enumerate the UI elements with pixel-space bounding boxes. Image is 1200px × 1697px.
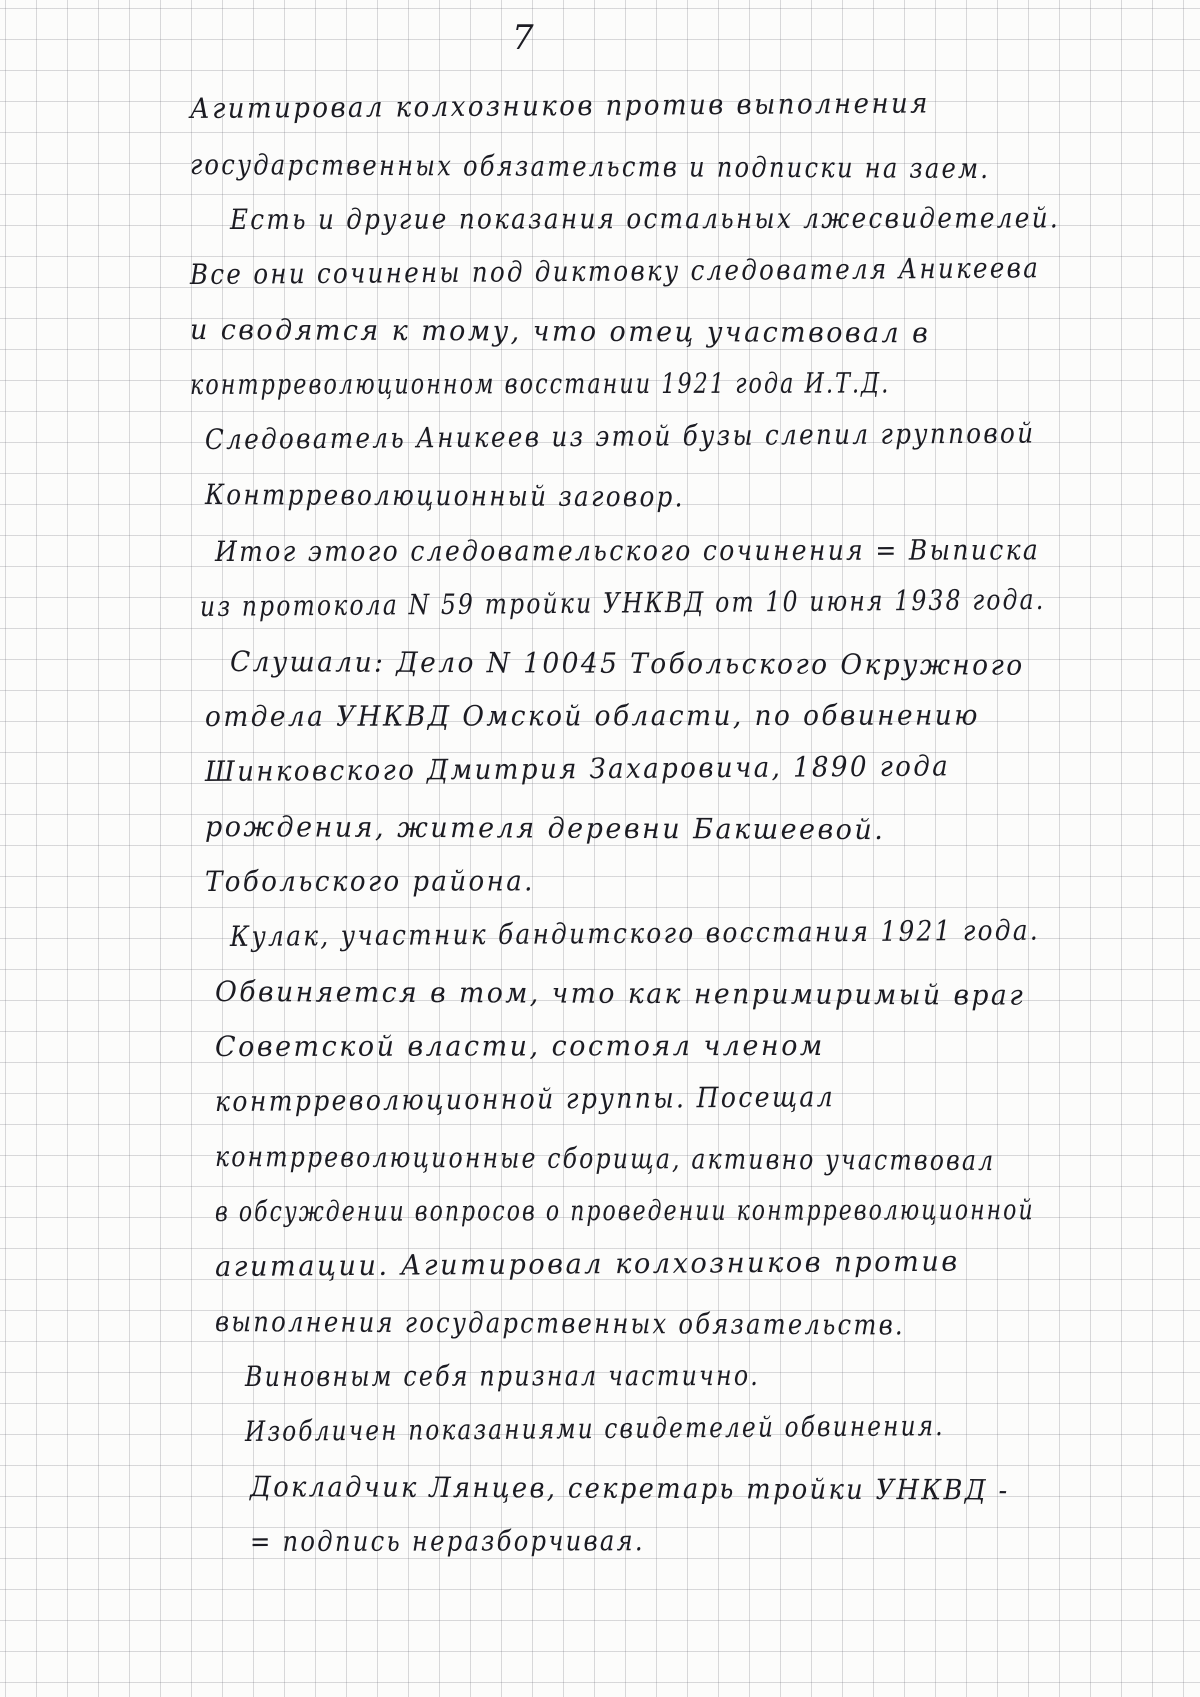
handwritten-line: государственных обязательств и подписки на заем. (189, 148, 991, 186)
handwritten-line: Итог этого следовательского сочинения = Выписка (214, 533, 1041, 568)
handwritten-line: агитации. Агитировал колхозников против (214, 1244, 960, 1283)
page-number: 7 (512, 18, 534, 58)
handwritten-line: Докладчик Лянцев, секретарь тройки УНКВД - (249, 1470, 1010, 1507)
handwritten-line: контрреволюционной группы. Посещал (214, 1080, 836, 1118)
handwritten-line: = подпись неразборчивая. (249, 1524, 645, 1558)
handwritten-line: Слушали: Дело N 10045 Тобольского Окружного (229, 645, 1025, 682)
handwritten-line: контрреволюционные сборища, активно участвовал (214, 1140, 996, 1178)
handwritten-line: Шинковского Дмитрия Захаровича, 1890 года (204, 749, 951, 788)
handwritten-line: Изобличен показаниями свидетелей обвинения. (244, 1409, 945, 1448)
handwritten-line: выполнения государственных обязательств. (214, 1305, 905, 1342)
handwritten-line: Следователь Аникеев из этой бузы слепил групповой (204, 416, 1036, 456)
handwritten-line: Кулак, участник бандитского восстания 1921 года. (229, 913, 1041, 953)
handwritten-line: Обвиняется в том, что как непримиримый враг (214, 975, 1026, 1012)
handwritten-line: контрреволюционном восстании 1921 года И.Т.Д. (189, 366, 891, 401)
handwritten-line: Тобольского района. (204, 864, 535, 898)
handwritten-line: в обсуждении вопросов о проведении контрреволюционной (214, 1193, 1035, 1228)
handwritten-line: Есть и другие показания остальных лжесвидетелей. (229, 201, 1061, 236)
handwritten-line: Контрреволюционный заговор. (204, 478, 685, 514)
handwritten-line: Агитировал колхозников против выполнения (189, 86, 930, 125)
handwritten-line: и сводятся к тому, что отец участвовал в (189, 313, 931, 350)
handwritten-line: рождения, жителя деревни Бакшеевой. (204, 810, 886, 847)
handwritten-line: Виновным себя признал частично. (244, 1358, 761, 1393)
handwritten-line: Все они сочинены под диктовку следователя Аникеева (189, 251, 1041, 291)
handwritten-line: Советской власти, состоял членом (214, 1028, 825, 1063)
handwritten-line: отдела УНКВД Омской области, по обвинению (204, 698, 980, 733)
handwritten-line: из протокола N 59 тройки УНКВД от 10 июня 1938 года. (199, 582, 1046, 623)
